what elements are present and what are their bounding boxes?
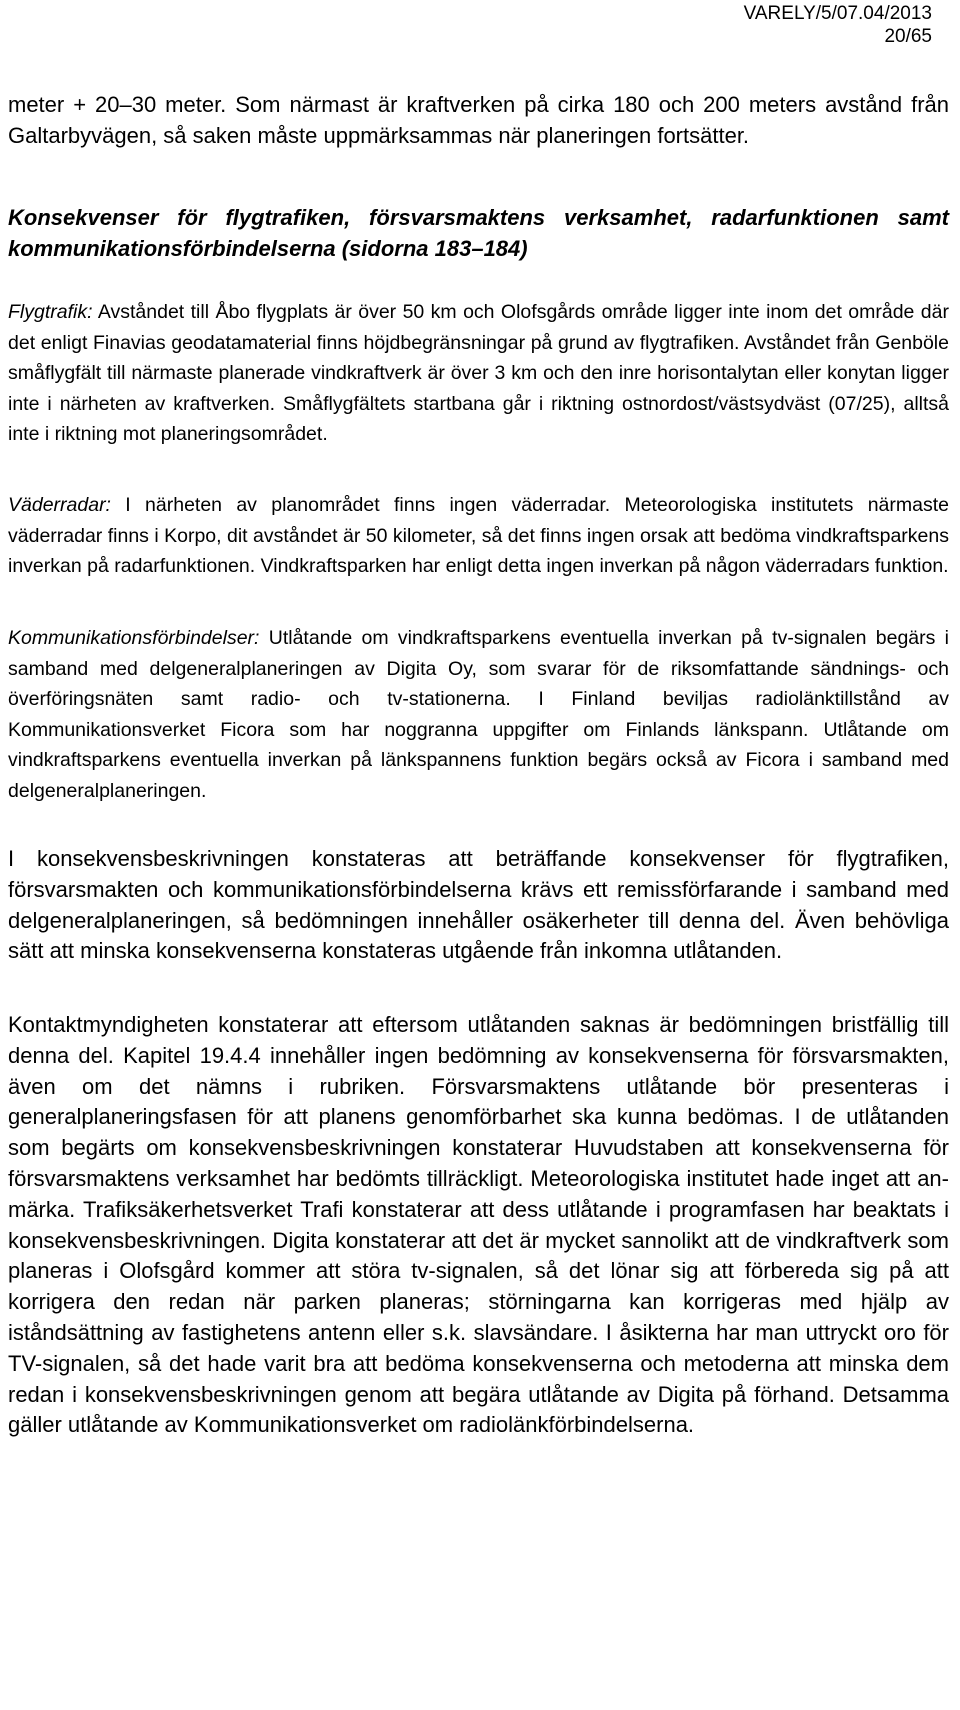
flygtrafik-text: Avståndet till Åbo flygplats är över 50 km och Olofsgårds område ligger inte inom det område där det enligt Finavias geodatamaterial finns höjdbegränsningar på grund av flygtrafiken. Avståndet från Genböle småflygfält till närmaste planerade vindkraftverk är över 3 km och den inre horisontalytan eller konytan ligger inte i närheten av kraftverken. Småflygfältets startbana går i riktning ostnordost/västsydväst (07/25), alltså inte i riktning mot planeringsområdet. xyxy=(8,301,949,445)
page-number: 20/65 xyxy=(884,26,932,47)
paragraph-flygtrafik xyxy=(8,297,949,450)
paragraph-kommunikation xyxy=(8,623,949,806)
paragraph-vaderradar xyxy=(8,490,949,582)
paragraph-kontaktmyndighet: Kontaktmyndigheten konstaterar att eftersom utlåtanden saknas är bedömningen bristfällig till denna del. Kapitel 19.4.4 innehåller ingen bedömning av konsekvenserna för försvarsmakten, även om det nämns i rubriken. Försvarsmaktens utlåtande bör presenteras i generalplaneringsfasen för att planens genomförbarhet ska kunna bedömas. I de utlåtanden som begärts om konsekvensbeskrivningen konstaterar Huvudstaben att konsekvenserna för försvarsmaktens verksamhet har bedömts tillräckligt. Meteorologiska institutet hade inget att anmärka. Trafiksäkerhetsverket Trafi konstaterar att dess utlåtande i programfasen har beaktats i konsekvensbeskrivningen. Digita konstaterar att det är mycket sannolikt att de vindkraftverk som planeras i Olofsgård kommer att störa tv-signalen, så det lönar sig att förbereda sig på att korrigera den redan när parken planeras; störningarna kan korrigeras med hjälp av iståndsättning av fastighetens antenn eller s.k. slavsändare. I åsikterna har man uttryckt oro för TV-signalen, så det hade varit bra att bedöma konsekvenserna och metoderna att minska dem redan i konsekvensbeskrivningen genom att begära utlåtande av Digita på förhand. Detsamma gäller utlåtande av Kommunikationsverket om radiolänkförbindelserna. xyxy=(8,1012,949,1438)
flygtrafik-label: Flygtrafik: xyxy=(8,301,93,323)
kommunikation-label: Kommunikationsförbindelser: xyxy=(8,627,260,649)
section-heading: Konsekvenser för flygtrafiken, försvarsmaktens verksamhet, radarfunktionen samt kommunikationsförbindelserna (sidorna 183–184) xyxy=(8,205,949,261)
paragraph-intro: meter + 20–30 meter. Som närmast är kraftverken på cirka 180 och 200 meters avstånd från Galtarbyvägen, så saken måste uppmärksammas när planeringen fortsätter. xyxy=(8,92,949,148)
paragraph-konsekvensbeskrivning: I konsekvensbeskrivningen konstateras att beträffande konsekvenser för flygtrafiken, försvarsmakten och kommunikationsförbindelserna krävs ett remissförfarande i samband med delgeneralplaneringen, så bedömningen innehåller osäkerheter till denna del. Även behövliga sätt att minska konsekvenserna konstateras utgående från inkomna utlåtanden. xyxy=(8,846,949,964)
kommunikation-text: Utlåtande om vindkraftsparkens eventuella inverkan på tv-signalen begärs i samband med delgeneralplaneringen av Digita Oy, som svarar för de riksomfattande sändnings- och överföringsnäten samt radio- och tv-stationerna. I Finland beviljas radiolänktillstånd av Kommunikationsverket Ficora som har noggranna uppgifter om Finlands länkspann. Utlåtande om vindkraftsparkens eventuella inverkan på länkspannens funktion begärs också av Ficora i samband med delgeneralplaneringen. xyxy=(8,627,949,802)
vaderradar-label: Väderradar: xyxy=(8,494,111,516)
vaderradar-text: I närheten av planområdet finns ingen väderradar. Meteorologiska institutets närmaste väderradar finns i Korpo, dit avståndet är 50 kilometer, så det finns ingen orsak att bedöma vindkraftsparkens inverkan på radarfunktionen. Vindkraftsparken har enligt detta ingen inverkan på någon väderradars funktion. xyxy=(8,494,949,577)
document-reference: VARELY/5/07.04/2013 xyxy=(743,3,932,24)
